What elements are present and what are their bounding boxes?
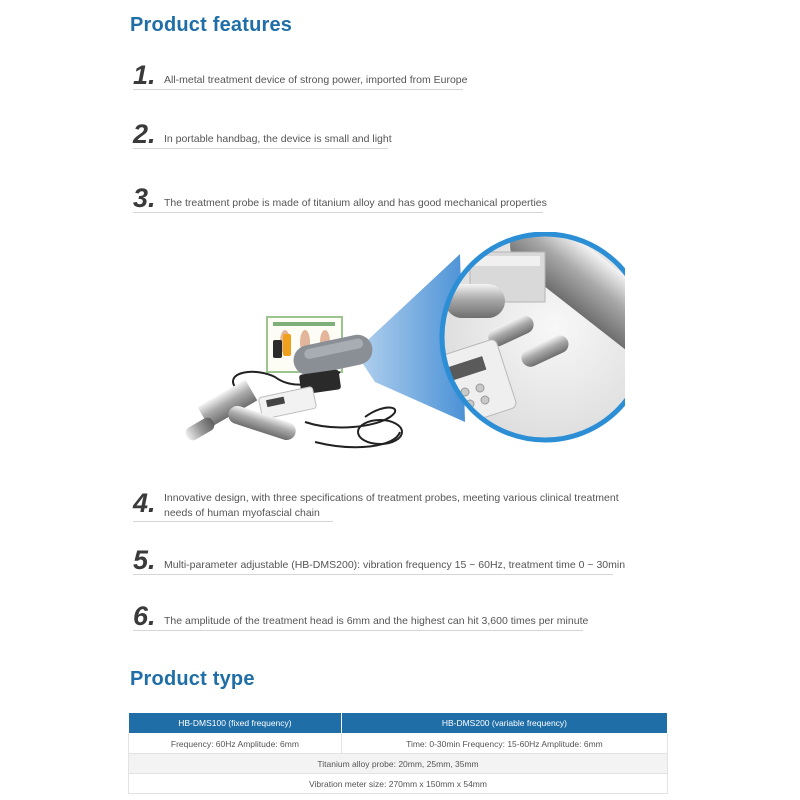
table-header-cell: HB-DMS100 (fixed frequency) <box>129 713 342 734</box>
divider <box>133 630 583 631</box>
table-cell: Vibration meter size: 270mm x 150mm x 54mm <box>129 774 668 794</box>
bottle <box>283 334 291 356</box>
product-type-heading: Product type <box>130 668 255 690</box>
control-unit <box>258 386 316 419</box>
feature-number: 2 <box>133 119 149 149</box>
feature-text: Multi-parameter adjustable (HB-DMS200): vibration frequency 15 ~ 60Hz, treatment time 0 ~ 30min <box>164 559 626 571</box>
divider <box>133 148 388 149</box>
table-cell: Titanium alloy probe: 20mm, 25mm, 35mm <box>129 754 668 774</box>
feature-text: In portable handbag, the device is small and light <box>164 133 392 145</box>
feature-number: 5 <box>133 545 149 575</box>
product-type-table <box>128 712 668 794</box>
table-row <box>129 774 668 794</box>
table-cell: Time: 0-30min Frequency: 15-60Hz Amplitude: 6mm <box>341 734 667 754</box>
feature-number: 1 <box>133 60 149 90</box>
divider <box>133 89 463 90</box>
divider <box>133 521 333 522</box>
table-row <box>129 754 668 774</box>
feature-text: All-metal treatment device of strong power, imported from Europe <box>164 74 468 86</box>
feature-number: 4 <box>133 488 149 518</box>
divider <box>133 574 613 575</box>
feature-text: Innovative design, with three specifications of treatment probes, meeting various clinical treatment needs of human myofascial chain <box>164 492 619 519</box>
table-header-cell: HB-DMS200 (variable frequency) <box>341 713 667 734</box>
product-image <box>165 232 625 482</box>
feature-number: 6 <box>133 601 149 631</box>
bottle <box>273 340 282 358</box>
table-header-row <box>129 713 668 734</box>
table-cell: Frequency: 60Hz Amplitude: 6mm <box>129 734 342 754</box>
feature-text: The amplitude of the treatment head is 6mm and the highest can hit 3,600 times per minute <box>164 615 589 627</box>
table-row <box>129 734 668 754</box>
feature-number: 3 <box>133 183 149 213</box>
features-heading: Product features <box>130 14 293 36</box>
divider <box>133 212 543 213</box>
feature-text: The treatment probe is made of titanium alloy and has good mechanical properties <box>164 197 547 209</box>
